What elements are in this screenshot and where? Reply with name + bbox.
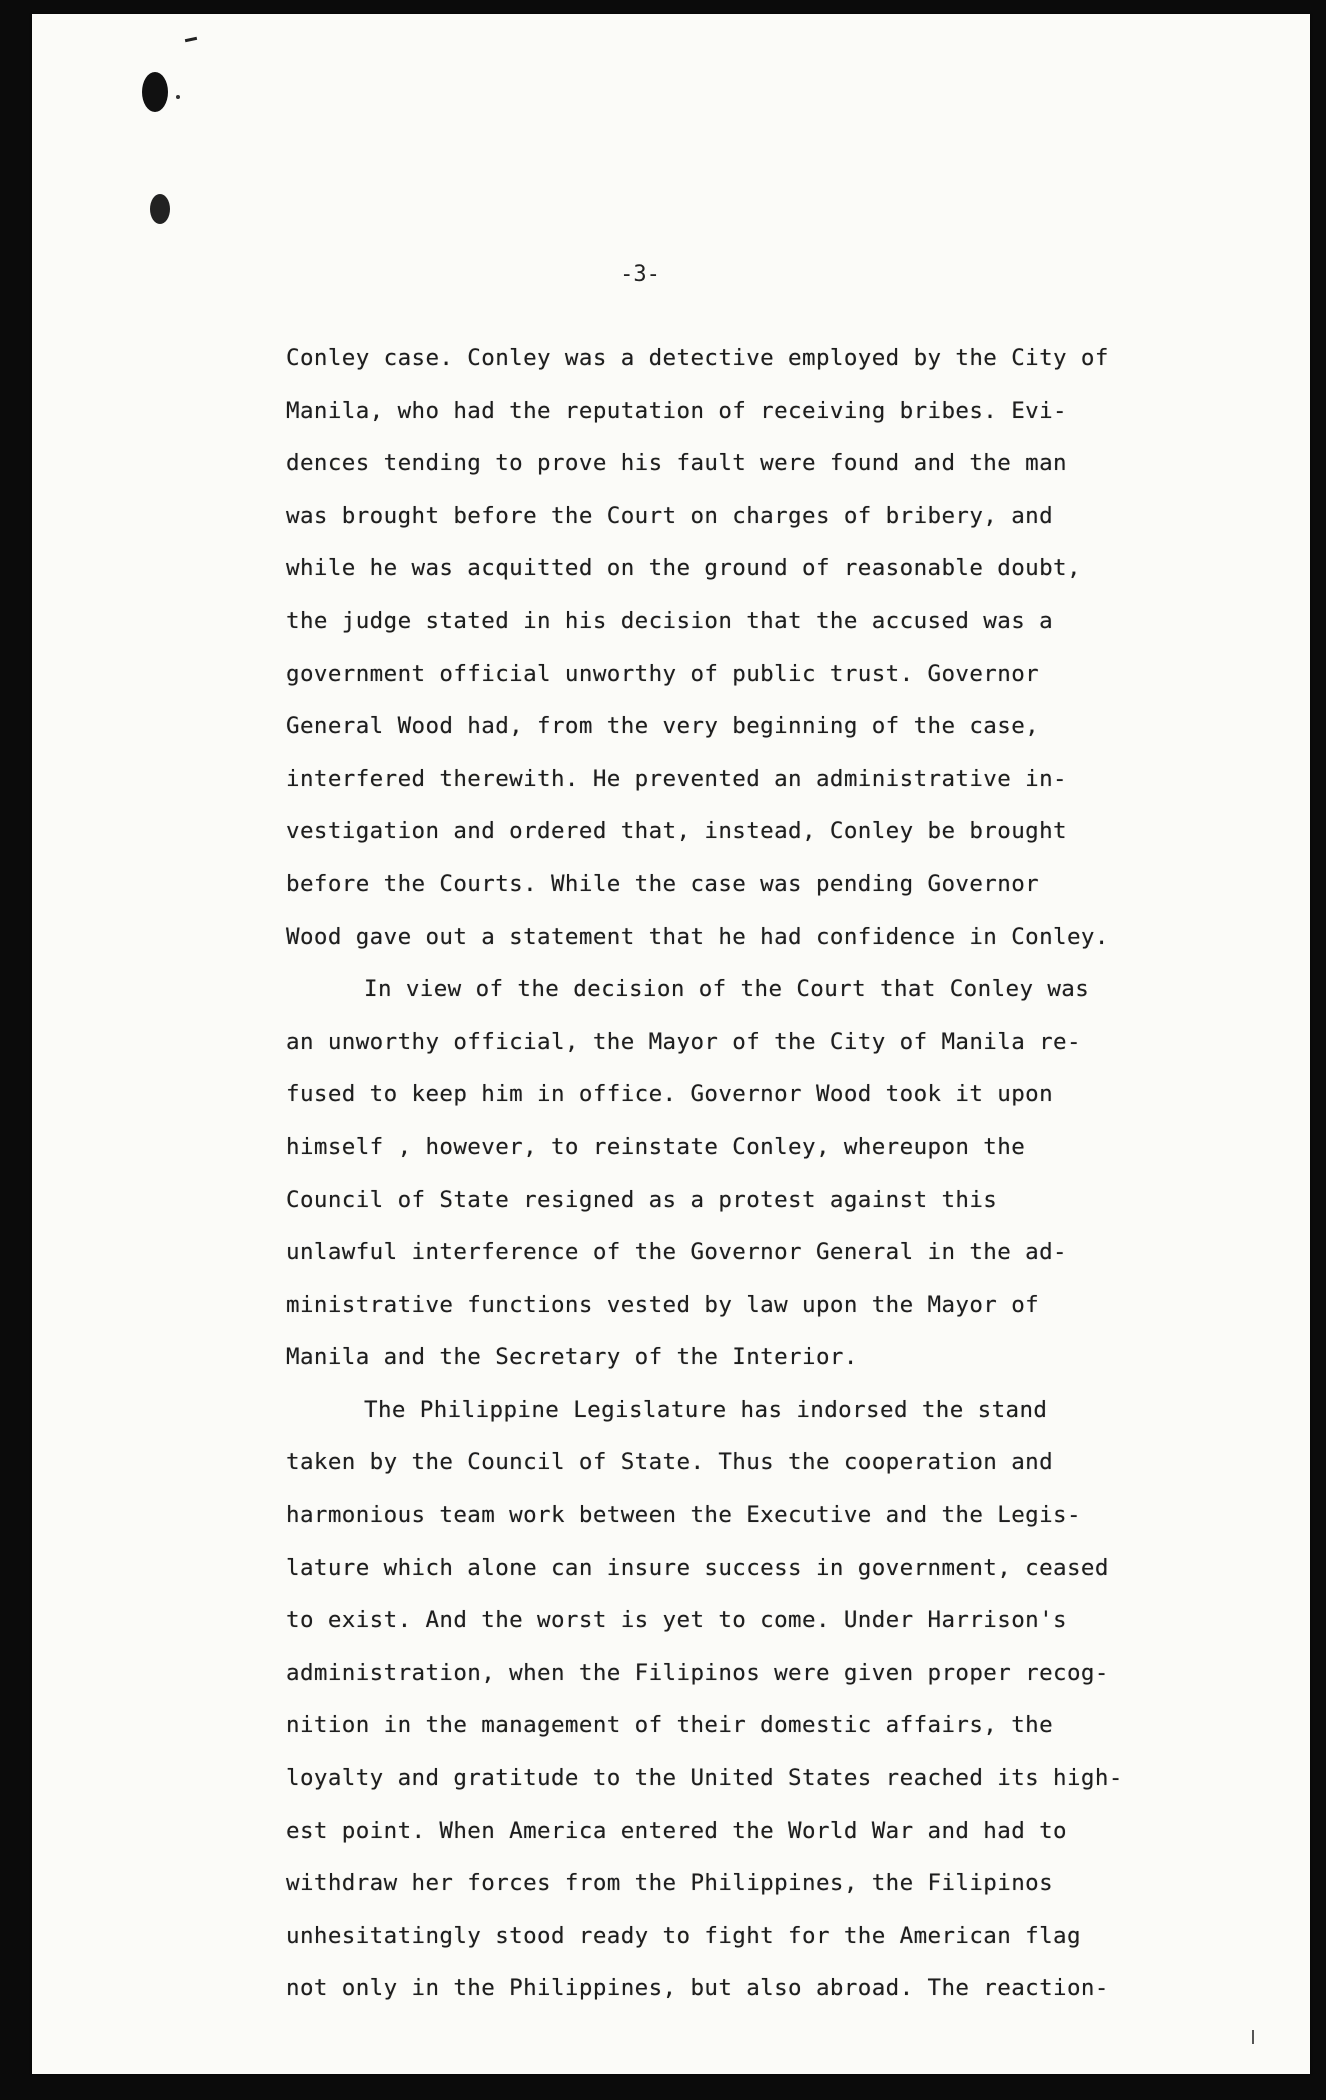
text-line: est point. When America entered the World War and had to bbox=[286, 1817, 1067, 1844]
margin-mark bbox=[1252, 2030, 1254, 2044]
margin-mark bbox=[176, 95, 180, 99]
text-line: not only in the Philippines, but also abroad. The reaction- bbox=[286, 1975, 1109, 2002]
text-line: fused to keep him in office. Governor Wood took it upon bbox=[286, 1081, 1054, 1108]
text-line: Wood gave out a statement that he had confidence in Conley. bbox=[286, 923, 1109, 950]
text-line: dences tending to prove his fault were found and the man bbox=[286, 450, 1067, 477]
text-line: The Philippine Legislature has indorsed the stand bbox=[364, 1396, 1048, 1423]
body-text bbox=[286, 332, 1216, 2015]
text-line: unhesitatingly stood ready to fight for the American flag bbox=[286, 1922, 1081, 1949]
text-line: loyalty and gratitude to the United States reached its high- bbox=[286, 1765, 1123, 1792]
text-line: unlawful interference of the Governor General in the ad- bbox=[286, 1239, 1067, 1266]
text-line: Manila and the Secretary of the Interior. bbox=[286, 1344, 858, 1371]
punch-hole-mark bbox=[142, 72, 168, 112]
text-line: In view of the decision of the Court that Conley was bbox=[364, 976, 1090, 1003]
text-line: Manila, who had the reputation of receiving bribes. Evi- bbox=[286, 397, 1067, 424]
text-line: himself , however, to reinstate Conley, whereupon the bbox=[286, 1133, 1026, 1160]
text-line: vestigation and ordered that, instead, Conley be brought bbox=[286, 818, 1067, 845]
text-line: Council of State resigned as a protest against this bbox=[286, 1186, 998, 1213]
text-line: to exist. And the worst is yet to come. Under Harrison's bbox=[286, 1607, 1067, 1634]
punch-hole-mark bbox=[150, 194, 170, 224]
text-line: Conley case. Conley was a detective employed by the City of bbox=[286, 345, 1109, 371]
text-line: withdraw her forces from the Philippines, the Filipinos bbox=[286, 1870, 1054, 1897]
text-line: before the Courts. While the case was pending Governor bbox=[286, 870, 1040, 897]
text-line: was brought before the Court on charges of bribery, and bbox=[286, 502, 1054, 529]
text-line: an unworthy official, the Mayor of the City of Manila re- bbox=[286, 1028, 1081, 1055]
text-line: harmonious team work between the Executive and the Legis- bbox=[286, 1502, 1081, 1529]
text-line: nition in the management of their domestic affairs, the bbox=[286, 1712, 1054, 1739]
text-line: lature which alone can insure success in government, ceased bbox=[286, 1554, 1109, 1581]
text-line: interfered therewith. He prevented an administrative in- bbox=[286, 765, 1067, 792]
text-line: General Wood had, from the very beginning of the case, bbox=[286, 713, 1040, 740]
text-line: government official unworthy of public trust. Governor bbox=[286, 660, 1040, 687]
page-number: -3- bbox=[620, 262, 660, 287]
text-line: administration, when the Filipinos were given proper recog- bbox=[286, 1659, 1109, 1686]
text-line: while he was acquitted on the ground of reasonable doubt, bbox=[286, 555, 1081, 582]
text-line: the judge stated in his decision that the accused was a bbox=[286, 607, 1054, 634]
text-line: taken by the Council of State. Thus the cooperation and bbox=[286, 1449, 1054, 1476]
text-line: ministrative functions vested by law upon the Mayor of bbox=[286, 1291, 1040, 1318]
